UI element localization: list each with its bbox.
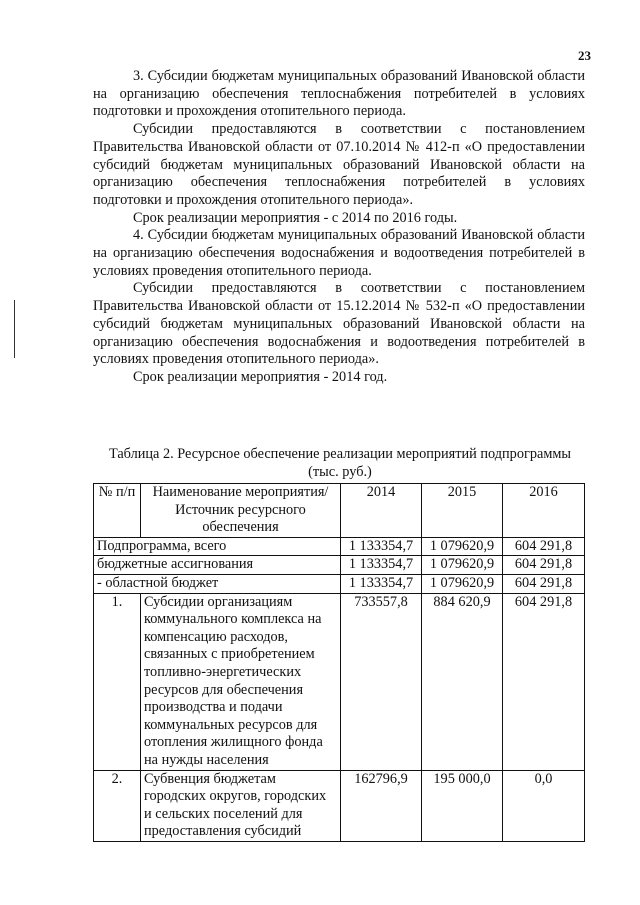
cell-2014: 1 133354,7 (341, 574, 422, 593)
row-label: Подпрограмма, всего (94, 537, 341, 556)
row-label: бюджетные ассигнования (94, 556, 341, 575)
table-header-row (94, 484, 585, 538)
header-2016: 2016 (503, 484, 585, 538)
table-row (94, 556, 585, 575)
cell-2015: 1 079620,9 (422, 556, 503, 575)
margin-mark (14, 300, 15, 358)
body-text (93, 68, 585, 387)
header-2014: 2014 (341, 484, 422, 538)
page-number: 23 (578, 48, 591, 63)
cell-2014: 162796,9 (341, 770, 422, 841)
paragraph-term-1: Срок реализации мероприятия - с 2014 по 2016 годы. (133, 209, 458, 226)
table-units: (тыс. руб.) (308, 463, 372, 480)
cell-2016: 604 291,8 (503, 593, 585, 770)
cell-2015: 884 620,9 (422, 593, 503, 770)
header-number: № п/п (94, 484, 141, 538)
resource-table (93, 483, 585, 842)
cell-2016: 0,0 (503, 770, 585, 841)
cell-2015: 1 079620,9 (422, 537, 503, 556)
cell-2014: 1 133354,7 (341, 537, 422, 556)
header-name: Наименование мероприятия/ Источник ресурсного обеспечения (141, 484, 341, 538)
item-number: 1. (94, 593, 141, 770)
table-row (94, 537, 585, 556)
paragraph-item4: 4. Субсидии бюджетам муниципальных образований Ивановской области на организацию обеспечения водоснабжения и водоотведения потребителей в условиях проведения отопительного периода. (93, 227, 585, 279)
cell-2015: 1 079620,9 (422, 574, 503, 593)
paragraph-resolution-412: Субсидии предоставляются в соответствии с постановлением Правительства Ивановской области от 07.10.2014 № 412-п «О предоставлении субсидий бюджетам муниципальных образований Ивановской области на организацию обеспечения теплоснабжения потребителей в условиях подготовки и прохождения отопительного периода». (93, 121, 585, 208)
paragraph-resolution-532: Субсидии предоставляются в соответствии с постановлением Правительства Ивановской области от 15.12.2014 № 532-п «О предоставлении субсидий бюджетам муниципальных образований Ивановской области на организацию обеспечения водоснабжения и водоотведения потребителей в условиях проведения отопительного периода». (93, 280, 585, 368)
item-name: Субвенция бюджетам городских округов, городских и сельских поселений для предоставления субсидий (141, 770, 341, 841)
table-row (94, 770, 585, 841)
cell-2016: 604 291,8 (503, 574, 585, 593)
header-2015: 2015 (422, 484, 503, 538)
cell-2016: 604 291,8 (503, 537, 585, 556)
table-row (94, 574, 585, 593)
table-caption (96, 446, 584, 481)
cell-2016: 604 291,8 (503, 556, 585, 575)
cell-2015: 195 000,0 (422, 770, 503, 841)
item-name: Субсидии организациям коммунального комплекса на компенсацию расходов, связанных с приобретением топливно-энергетических ресурсов для обеспечения производства и подачи коммунальных ресурсов для отопления жилищного фонда на нужды населения (141, 593, 341, 770)
item-number: 2. (94, 770, 141, 841)
table-title: Таблица 2. Ресурсное обеспечение реализации мероприятий подпрограммы (108, 446, 572, 462)
row-label: - областной бюджет (94, 574, 341, 593)
paragraph-item3: 3. Субсидии бюджетам муниципальных образований Ивановской области на организацию обеспечения теплоснабжения потребителей в условиях подготовки и прохождения отопительного периода. (93, 68, 585, 120)
paragraph-term-2: Срок реализации мероприятия - 2014 год. (133, 368, 388, 385)
table-row (94, 593, 585, 770)
cell-2014: 1 133354,7 (341, 556, 422, 575)
cell-2014: 733557,8 (341, 593, 422, 770)
